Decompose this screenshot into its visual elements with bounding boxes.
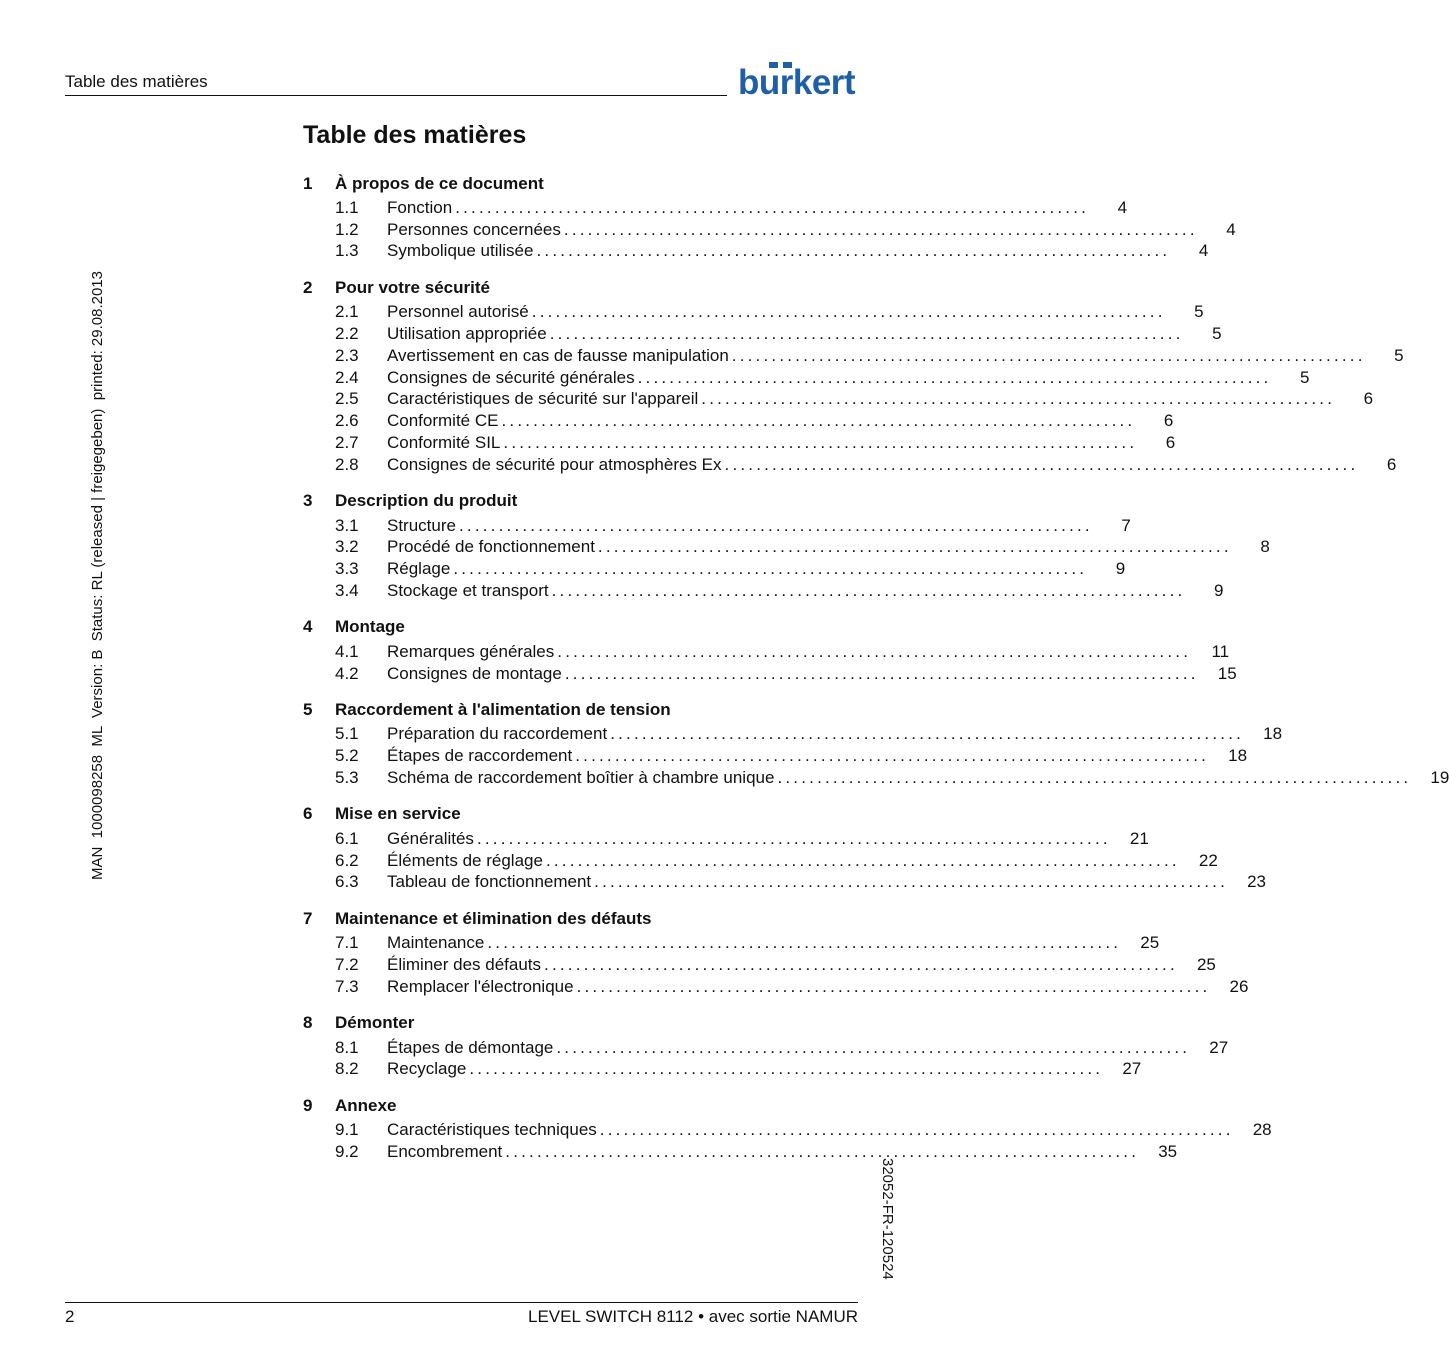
toc-entry-number: 2.7: [335, 433, 359, 453]
toc-entry-number: 2.1: [335, 302, 359, 322]
toc-section-number: 1: [303, 173, 313, 193]
toc-entry-title: Schéma de raccordement boîtier à chambre unique: [387, 768, 775, 788]
toc-entry-number: 7.1: [335, 933, 359, 953]
toc-entry[interactable]: [303, 1059, 1142, 1081]
toc-entry-page: 27: [1122, 1059, 1142, 1079]
toc-dot-leader: ................................................................................: [556, 1037, 1191, 1057]
toc-entry[interactable]: [303, 1037, 1229, 1059]
toc-entry-title: Étapes de démontage: [387, 1037, 554, 1057]
toc-dot-leader: ................................................................................: [469, 1059, 1104, 1079]
toc-entry-page: 4: [1226, 219, 1236, 239]
toc-entry[interactable]: [303, 558, 1126, 580]
toc-entry-number: 2.8: [335, 454, 359, 474]
toc-entry-number: 5.1: [335, 724, 359, 744]
toc-entry-number: 2.2: [335, 324, 359, 344]
toc-entry[interactable]: [303, 932, 1160, 954]
toc-entry-title-wrap: [387, 198, 1089, 218]
toc-entry-title: Caractéristiques techniques: [387, 1120, 597, 1140]
toc-entry-page: 4: [1198, 241, 1209, 261]
toc-dot-leader: ................................................................................: [701, 389, 1336, 409]
toc-dot-leader: ................................................................................: [563, 219, 1198, 239]
toc-entry-title: Éliminer des défauts: [387, 955, 542, 975]
toc-entry-title: Procédé de fonctionnement: [387, 537, 595, 557]
toc-dot-leader: ................................................................................: [551, 581, 1186, 601]
toc-section: [303, 170, 1236, 262]
toc-entry[interactable]: [303, 454, 1397, 476]
toc-section: [303, 614, 1237, 685]
toc-section-number: 5: [303, 700, 313, 720]
toc-entry[interactable]: [303, 1119, 1272, 1141]
toc-entry-title: Structure: [387, 515, 456, 535]
toc-section-number: 3: [303, 491, 313, 511]
toc-dot-leader: ................................................................................: [544, 955, 1178, 975]
toc-entry-title-wrap: [387, 559, 1087, 579]
toc-section-title: Démonter: [335, 1013, 415, 1033]
toc-entry[interactable]: [303, 641, 1230, 663]
toc-dot-leader: ................................................................................: [557, 641, 1192, 661]
toc-entry[interactable]: [303, 828, 1149, 850]
toc-entry-title-wrap: [387, 746, 1209, 766]
toc-section-title: Raccordement à l'alimentation de tension: [335, 700, 671, 720]
toc-entry-page: 26: [1229, 976, 1249, 996]
toc-entry-title-wrap: [387, 1038, 1190, 1058]
toc-entry-page: 6: [1363, 389, 1374, 409]
toc-entry-number: 5.2: [335, 746, 359, 766]
toc-entry-page: 9: [1115, 559, 1126, 579]
toc-dot-leader: ................................................................................: [731, 345, 1366, 365]
toc-dot-leader: ................................................................................: [576, 976, 1211, 996]
toc-entry-page: 18: [1263, 724, 1283, 744]
toc-entry-number: 1.1: [335, 197, 359, 217]
toc-section: [303, 697, 1449, 789]
toc-entry[interactable]: [303, 724, 1283, 746]
toc-section-title: Annexe: [335, 1095, 397, 1115]
toc-entry-number: 4.2: [335, 663, 359, 683]
toc-dot-leader: ................................................................................: [453, 559, 1088, 579]
toc-section-title: Mise en service: [335, 804, 461, 824]
toc-entry[interactable]: [303, 954, 1216, 976]
toc-entry-title: Symbolique utilisée: [387, 241, 534, 261]
toc-section: [303, 905, 1249, 997]
toc-entry[interactable]: [303, 197, 1128, 219]
footer-rule: [65, 1302, 858, 1303]
document-code-sidebar: 32052-FR-120524: [879, 1158, 896, 1280]
toc-entry-title-wrap: [387, 302, 1166, 322]
toc-entry-title-wrap: [387, 1059, 1103, 1079]
toc-section-heading[interactable]: [303, 488, 858, 515]
toc-section-title: À propos de ce document: [335, 173, 544, 193]
toc-section-heading[interactable]: [303, 614, 858, 641]
toc-entry-title: Préparation du raccordement: [387, 724, 608, 744]
toc-entry-title-wrap: [387, 664, 1199, 684]
toc-entry-page: 28: [1252, 1120, 1272, 1140]
toc-entry-page: 5: [1194, 302, 1204, 322]
toc-dot-leader: ................................................................................: [610, 724, 1245, 744]
toc-entry[interactable]: [303, 850, 1218, 872]
table-of-contents: [303, 170, 1449, 1175]
toc-dot-leader: ................................................................................: [505, 1142, 1140, 1161]
toc-entry-title-wrap: [387, 1142, 1139, 1162]
toc-entry-title-wrap: [387, 455, 1358, 475]
toc-entry-title-wrap: [387, 411, 1135, 431]
toc-section-title: Maintenance et élimination des défauts: [335, 908, 652, 928]
toc-section-heading[interactable]: [303, 697, 858, 724]
footer-product-name: LEVEL SWITCH 8112 • avec sortie NAMUR: [528, 1307, 858, 1326]
toc-section-heading[interactable]: [303, 801, 858, 828]
toc-entry[interactable]: [303, 241, 1209, 263]
toc-entry-title-wrap: [387, 955, 1178, 975]
toc-section: [303, 801, 1267, 893]
toc-entry-title: Fonction: [387, 197, 453, 217]
toc-entry-number: 3.4: [335, 581, 359, 601]
toc-entry-title-wrap: [387, 346, 1366, 366]
toc-entry-page: 4: [1117, 197, 1128, 217]
document-status-sidebar: MAN 1000098258 ML Version: B Status: RL (released | freigegeben) printed: 29.08.2013: [89, 271, 106, 880]
toc-entry-page: 19: [1430, 768, 1449, 788]
toc-entry[interactable]: [303, 367, 1310, 389]
toc-entry-page: 8: [1260, 537, 1270, 557]
toc-section: [303, 1010, 1229, 1081]
toc-entry[interactable]: [303, 301, 1204, 323]
toc-section-number: 9: [303, 1095, 313, 1115]
toc-entry[interactable]: [303, 537, 1270, 559]
toc-entry[interactable]: [303, 219, 1236, 241]
toc-entry-page: 11: [1211, 641, 1230, 661]
toc-entry-number: 6.2: [335, 850, 359, 870]
toc-entry-number: 2.3: [335, 345, 359, 365]
toc-entry-title-wrap: [387, 581, 1185, 601]
toc-entry-page: 25: [1196, 955, 1216, 975]
toc-entry-title: Réglage: [387, 559, 451, 579]
toc-entry-title: Maintenance: [387, 933, 485, 953]
toc-entry-title-wrap: [387, 829, 1111, 849]
toc-entry-page: 15: [1217, 663, 1237, 683]
toc-entry-page: 6: [1386, 454, 1397, 474]
toc-entry-title-wrap: [387, 1120, 1234, 1140]
toc-entry[interactable]: [303, 976, 1249, 998]
running-header: Table des matières: [65, 72, 208, 91]
toc-entry-number: 9.1: [335, 1120, 359, 1140]
toc-entry[interactable]: [303, 515, 1131, 537]
toc-entry-page: 6: [1165, 433, 1176, 453]
toc-entry-page: 23: [1247, 872, 1267, 892]
toc-entry-page: 7: [1121, 515, 1131, 535]
burkert-logo: [738, 62, 858, 102]
toc-entry-page: 22: [1198, 850, 1218, 870]
toc-entry-title-wrap: [387, 977, 1210, 997]
toc-entry-title-wrap: [387, 872, 1228, 892]
toc-entry-page: 5: [1300, 367, 1310, 387]
toc-entry-page: 6: [1163, 411, 1174, 431]
toc-dot-leader: ................................................................................: [476, 828, 1111, 848]
toc-entry-title: Conformité SIL: [387, 433, 501, 453]
toc-entry-number: 7.3: [335, 976, 359, 996]
toc-entry-number: 1.2: [335, 219, 359, 239]
toc-entry-page: 25: [1140, 933, 1160, 953]
toc-entry-title: Étapes de raccordement: [387, 746, 573, 766]
toc-section-heading[interactable]: [303, 905, 858, 932]
toc-entry-number: 2.6: [335, 411, 359, 431]
toc-dot-leader: ................................................................................: [564, 663, 1199, 683]
header-rule: [65, 95, 727, 96]
toc-entry-page: 18: [1228, 746, 1248, 766]
toc-entry-title: Tableau de fonctionnement: [387, 872, 592, 892]
toc-entry-page: 9: [1213, 581, 1224, 601]
toc-entry-title: Consignes de sécurité générales: [387, 367, 635, 387]
toc-dot-leader: ................................................................................: [487, 933, 1122, 953]
toc-entry-title: Remplacer l'électronique: [387, 976, 574, 996]
toc-entry[interactable]: [303, 580, 1224, 602]
toc-entry-page: 5: [1394, 345, 1404, 365]
toc-entry-number: 3.3: [335, 559, 359, 579]
toc-section: [303, 274, 1404, 475]
toc-entry-number: 7.2: [335, 955, 359, 975]
toc-entry[interactable]: [303, 432, 1176, 454]
toc-section: [303, 1092, 1272, 1163]
toc-section-number: 2: [303, 277, 313, 297]
toc-entry-page: 5: [1212, 324, 1222, 344]
toc-dot-leader: ................................................................................: [536, 241, 1171, 261]
toc-entry-title-wrap: [387, 220, 1198, 240]
toc-entry-number: 2.4: [335, 367, 359, 387]
toc-entry-number: 8.2: [335, 1059, 359, 1079]
toc-entry[interactable]: [303, 345, 1404, 367]
toc-entry-number: 4.1: [335, 641, 359, 661]
toc-entry[interactable]: [303, 663, 1237, 685]
toc-entry-title-wrap: [387, 516, 1093, 536]
toc-section-title: Montage: [335, 617, 405, 637]
toc-entry-title: Avertissement en cas de fausse manipulation: [387, 345, 729, 365]
page-title: Table des matières: [303, 121, 527, 149]
toc-dot-leader: ................................................................................: [637, 367, 1272, 387]
toc-entry-title: Remarques générales: [387, 641, 555, 661]
toc-entry-number: 8.1: [335, 1037, 359, 1057]
toc-entry-title-wrap: [387, 433, 1137, 453]
toc-entry-page: 27: [1209, 1037, 1229, 1057]
toc-entry-title-wrap: [387, 368, 1271, 388]
toc-dot-leader: ................................................................................: [594, 872, 1229, 892]
toc-entry[interactable]: [303, 410, 1174, 432]
toc-section-title: Description du produit: [335, 491, 518, 511]
toc-entry-title: Personnes concernées: [387, 219, 561, 239]
toc-entry-title-wrap: [387, 537, 1232, 557]
toc-dot-leader: ................................................................................: [501, 411, 1136, 431]
toc-section-heading[interactable]: [303, 1092, 858, 1119]
toc-dot-leader: ................................................................................: [458, 515, 1093, 535]
toc-entry-number: 1.3: [335, 241, 359, 261]
toc-entry-number: 3.1: [335, 515, 359, 535]
toc-dot-leader: ................................................................................: [549, 324, 1184, 344]
toc-entry-title: Consignes de montage: [387, 663, 562, 683]
toc-entry-title-wrap: [387, 642, 1191, 662]
toc-entry-title-wrap: [387, 241, 1170, 261]
toc-entry-title-wrap: [387, 933, 1121, 953]
toc-dot-leader: ................................................................................: [777, 768, 1412, 788]
toc-entry-title: Consignes de sécurité pour atmosphères Ex: [387, 454, 722, 474]
logo-text: burkert: [738, 63, 856, 102]
toc-entry[interactable]: [303, 745, 1248, 767]
toc-entry-number: 2.5: [335, 389, 359, 409]
toc-dot-leader: ................................................................................: [599, 1120, 1234, 1140]
toc-entry-title: Éléments de réglage: [387, 850, 543, 870]
toc-entry-number: 3.2: [335, 537, 359, 557]
toc-entry-title: Généralités: [387, 828, 474, 848]
toc-entry-title: Recyclage: [387, 1059, 467, 1079]
toc-entry[interactable]: [303, 1141, 1178, 1163]
toc-entry-number: 6.3: [335, 872, 359, 892]
toc-entry-title: Personnel autorisé: [387, 302, 529, 322]
toc-entry-page: 35: [1158, 1142, 1178, 1161]
toc-section: [303, 488, 1270, 602]
toc-dot-leader: ................................................................................: [597, 537, 1232, 557]
toc-dot-leader: ................................................................................: [503, 433, 1138, 453]
toc-section-number: 6: [303, 804, 313, 824]
toc-entry-title: Utilisation appropriée: [387, 324, 547, 344]
toc-section-number: 4: [303, 617, 313, 637]
toc-entry[interactable]: [303, 767, 1449, 789]
toc-section-title: Pour votre sécurité: [335, 277, 490, 297]
toc-dot-leader: ................................................................................: [575, 746, 1210, 766]
toc-entry-title: Caractéristiques de sécurité sur l'appareil: [387, 389, 699, 409]
toc-dot-leader: ................................................................................: [531, 302, 1166, 322]
toc-entry-number: 9.2: [335, 1142, 359, 1161]
toc-entry-title-wrap: [387, 851, 1180, 871]
toc-section-number: 7: [303, 908, 313, 928]
toc-entry-title-wrap: [387, 324, 1184, 344]
toc-dot-leader: ................................................................................: [724, 454, 1359, 474]
toc-entry-title: Stockage et transport: [387, 581, 549, 601]
toc-entry-title-wrap: [387, 389, 1335, 409]
toc-dot-leader: ................................................................................: [545, 850, 1180, 870]
toc-entry[interactable]: [303, 323, 1222, 345]
toc-entry-title: Conformité CE: [387, 411, 499, 431]
toc-section-heading[interactable]: [303, 1010, 858, 1037]
toc-entry-title: Encombrement: [387, 1142, 503, 1161]
toc-entry-title-wrap: [387, 768, 1411, 788]
toc-section-heading[interactable]: [303, 274, 858, 301]
toc-entry-title-wrap: [387, 724, 1244, 744]
toc-entry[interactable]: [303, 389, 1374, 411]
footer-page-number: 2: [65, 1307, 75, 1326]
toc-section-heading[interactable]: [303, 170, 858, 197]
toc-entry-number: 5.3: [335, 768, 359, 788]
toc-entry[interactable]: [303, 872, 1267, 894]
toc-entry-number: 6.1: [335, 828, 359, 848]
toc-dot-leader: ................................................................................: [455, 197, 1090, 217]
toc-entry-page: 21: [1129, 828, 1149, 848]
toc-section-number: 8: [303, 1013, 313, 1033]
